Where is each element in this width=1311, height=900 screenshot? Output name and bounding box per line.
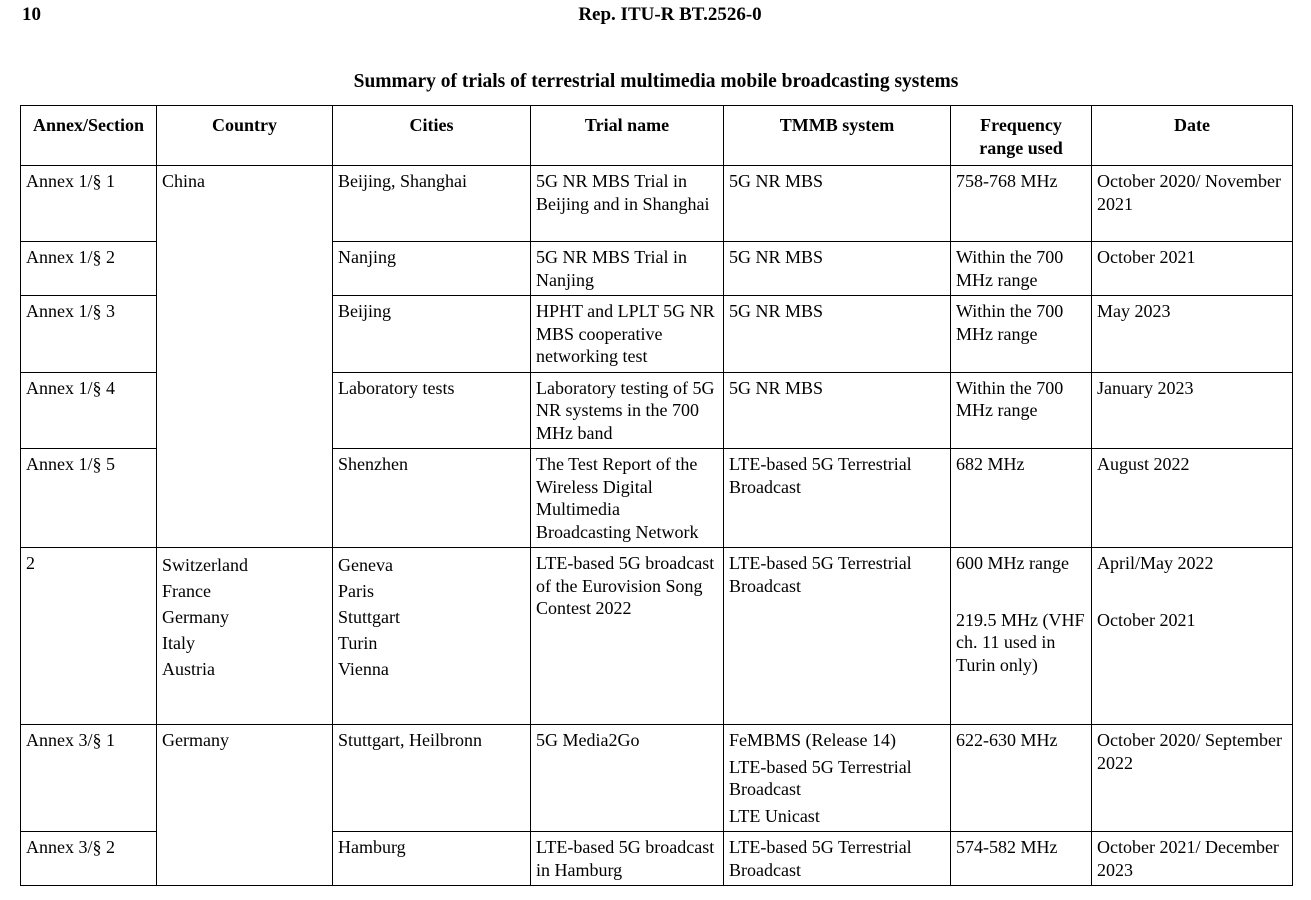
cell-date: January 2023 <box>1092 372 1293 449</box>
system-name: LTE Unicast <box>729 805 820 826</box>
cell-country-merged <box>157 296 333 373</box>
column-header: Frequency range used <box>951 106 1092 166</box>
column-header: TMMB system <box>724 106 951 166</box>
cell-cities: Hamburg <box>333 832 531 886</box>
cell-section: 2 <box>21 548 157 725</box>
country-name: Italy <box>162 633 195 653</box>
cell-date: October 2020/ November 2021 <box>1092 166 1293 242</box>
date-primary: April/May 2022 <box>1097 553 1214 573</box>
cell-country: China <box>157 166 333 242</box>
cell-section: Annex 3/§ 1 <box>21 725 157 832</box>
cell-cities <box>333 548 531 725</box>
cell-country: Germany <box>157 725 333 832</box>
cell-trial: 5G NR MBS Trial in Nanjing <box>531 242 724 296</box>
cell-date: October 2020/ September 2022 <box>1092 725 1293 832</box>
cell-frequency: Within the 700 MHz range <box>951 372 1092 449</box>
cell-trial: Laboratory testing of 5G NR systems in the 700 MHz band <box>531 372 724 449</box>
cell-trial: The Test Report of the Wireless Digital Multimedia Broadcasting Network <box>531 449 724 548</box>
cell-frequency <box>951 548 1092 725</box>
cell-cities: Beijing <box>333 296 531 373</box>
column-header: Date <box>1092 106 1293 166</box>
city-name: Vienna <box>338 659 389 679</box>
cell-country-merged <box>157 832 333 886</box>
cell-date: October 2021 <box>1092 242 1293 296</box>
cell-frequency: 622-630 MHz <box>951 725 1092 832</box>
table-row <box>21 166 1293 242</box>
cell-trial: 5G NR MBS Trial in Beijing and in Shanghai <box>531 166 724 242</box>
column-header: Cities <box>333 106 531 166</box>
cell-system: 5G NR MBS <box>724 242 951 296</box>
country-name: Switzerland <box>162 555 248 575</box>
table-caption: Summary of trials of terrestrial multimedia mobile broadcasting systems <box>353 71 959 92</box>
frequency-secondary: 219.5 MHz (VHF ch. 11 used in Turin only) <box>956 609 1085 675</box>
cell-date: August 2022 <box>1092 449 1293 548</box>
cell-country-merged <box>157 449 333 548</box>
city-name: Stuttgart <box>338 607 400 627</box>
cell-country-merged <box>157 372 333 449</box>
city-name: Turin <box>338 633 378 653</box>
cell-date: October 2021/ December 2023 <box>1092 832 1293 886</box>
cell-trial: 5G Media2Go <box>531 725 724 832</box>
cell-cities: Stuttgart, Heilbronn <box>333 725 531 832</box>
date-secondary: October 2021 <box>1097 609 1196 630</box>
trials-table <box>20 105 1293 886</box>
system-name: FeMBMS (Release 14) <box>729 730 896 750</box>
cell-frequency: 682 MHz <box>951 449 1092 548</box>
table-row <box>21 449 1293 548</box>
cell-section: Annex 1/§ 2 <box>21 242 157 296</box>
cell-section: Annex 1/§ 5 <box>21 449 157 548</box>
system-name: LTE-based 5G Terrestrial Broadcast <box>729 756 912 799</box>
cell-frequency: 758-768 MHz <box>951 166 1092 242</box>
cell-cities: Shenzhen <box>333 449 531 548</box>
table-row <box>21 725 1293 832</box>
spacer <box>1097 575 1287 609</box>
cell-section: Annex 1/§ 1 <box>21 166 157 242</box>
report-title: Rep. ITU-R BT.2526-0 <box>578 4 762 25</box>
country-name: Germany <box>162 607 229 627</box>
column-header: Annex/Section <box>21 106 157 166</box>
cell-trial: HPHT and LPLT 5G NR MBS cooperative networking test <box>531 296 724 373</box>
page-number: 10 <box>22 4 41 25</box>
country-name: France <box>162 581 211 601</box>
cell-section: Annex 3/§ 2 <box>21 832 157 886</box>
cell-cities: Laboratory tests <box>333 372 531 449</box>
table-header-row <box>21 106 1293 166</box>
cell-trial: LTE-based 5G broadcast in Hamburg <box>531 832 724 886</box>
table-row <box>21 372 1293 449</box>
cell-section: Annex 1/§ 3 <box>21 296 157 373</box>
cell-cities: Nanjing <box>333 242 531 296</box>
cell-trial: LTE-based 5G broadcast of the Eurovision Song Contest 2022 <box>531 548 724 725</box>
cell-frequency: 574-582 MHz <box>951 832 1092 886</box>
cell-date: May 2023 <box>1092 296 1293 373</box>
cell-system: 5G NR MBS <box>724 296 951 373</box>
city-name: Geneva <box>338 555 393 575</box>
cell-system: 5G NR MBS <box>724 372 951 449</box>
cell-country <box>157 548 333 725</box>
cell-country-merged <box>157 242 333 296</box>
column-header: Country <box>157 106 333 166</box>
table-row <box>21 296 1293 373</box>
cell-system: LTE-based 5G Terrestrial Broadcast <box>724 832 951 886</box>
cell-system: LTE-based 5G Terrestrial Broadcast <box>724 548 951 725</box>
frequency-primary: 600 MHz range <box>956 553 1069 573</box>
column-header: Trial name <box>531 106 724 166</box>
city-name: Paris <box>338 581 374 601</box>
table-row <box>21 832 1293 886</box>
cell-system: LTE-based 5G Terrestrial Broadcast <box>724 449 951 548</box>
cell-section: Annex 1/§ 4 <box>21 372 157 449</box>
spacer <box>956 575 1086 609</box>
cell-cities: Beijing, Shanghai <box>333 166 531 242</box>
cell-date <box>1092 548 1293 725</box>
table-row <box>21 242 1293 296</box>
cell-frequency: Within the 700 MHz range <box>951 242 1092 296</box>
cell-system: 5G NR MBS <box>724 166 951 242</box>
country-name: Austria <box>162 659 215 679</box>
table-row <box>21 548 1293 725</box>
cell-frequency: Within the 700 MHz range <box>951 296 1092 373</box>
cell-system <box>724 725 951 832</box>
